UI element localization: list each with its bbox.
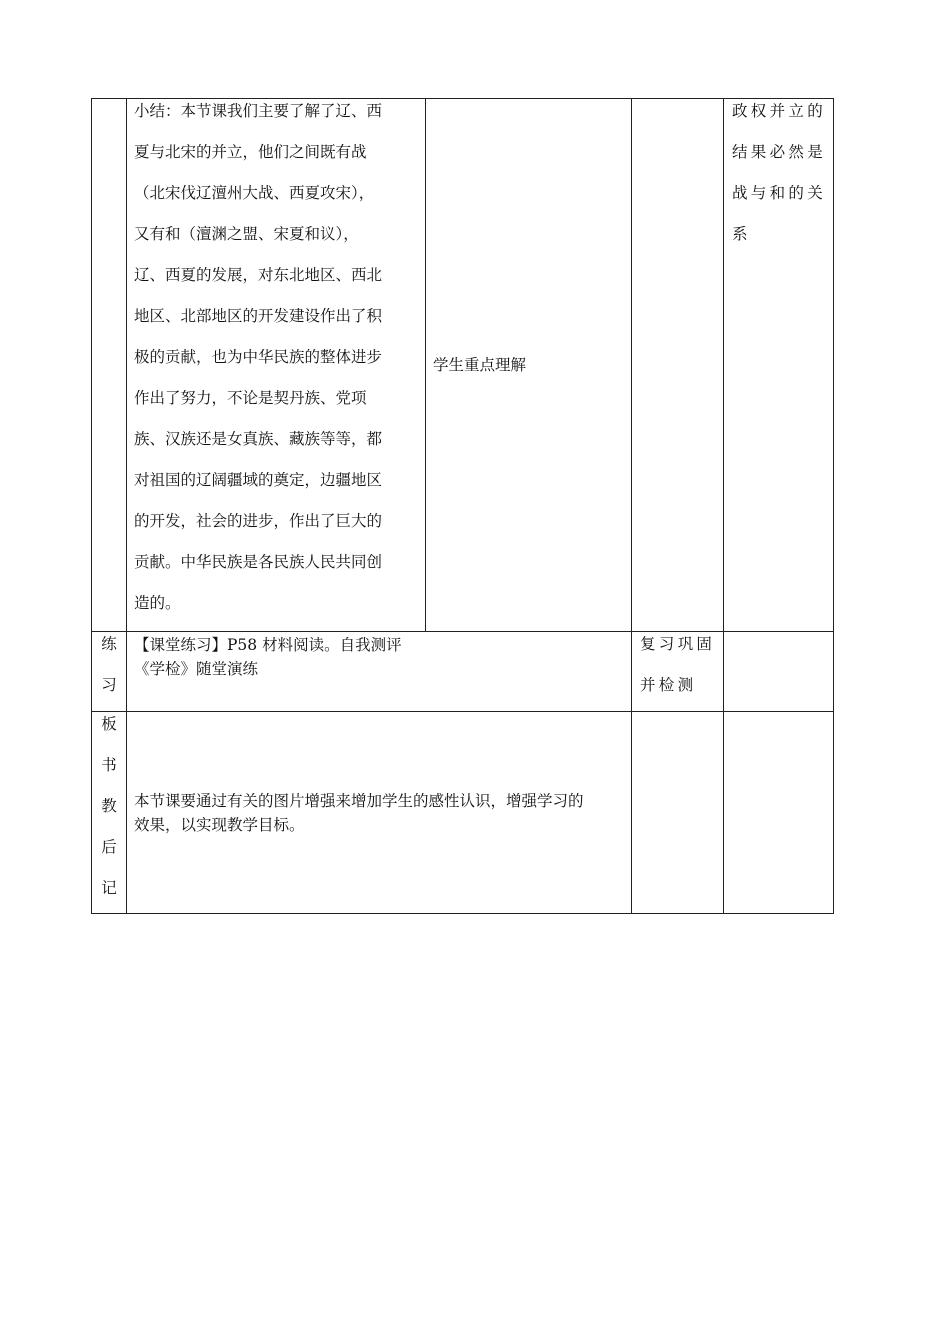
summary-line: （北宋伐辽澶州大战、西夏攻宋）， — [134, 184, 375, 202]
practice-label-cell — [92, 624, 126, 706]
column-divider-intent — [723, 98, 724, 914]
reflection-content-cell — [134, 789, 629, 837]
summary-line: 造的。 — [134, 594, 181, 612]
student-activity-text: 学生重点理解 — [433, 356, 527, 374]
practice-label-char: 习 — [101, 676, 117, 694]
summary-line: 辽、西夏的发展，对东北地区、西北 — [134, 266, 383, 284]
reflection-label-char: 教 — [101, 797, 117, 815]
design-intent-line: 系 — [732, 225, 751, 243]
summary-line: 极的贡献，也为中华民族的整体进步 — [134, 348, 383, 366]
practice-line: 【课堂练习】P58 材料阅读。自我测评 — [134, 636, 402, 654]
summary-line: 作出了努力，不论是契丹族、党项 — [134, 389, 367, 407]
design-intent-cell — [732, 91, 832, 255]
table-border-right — [833, 98, 834, 914]
summary-line: 的开发，社会的进步，作出了巨大的 — [134, 512, 383, 530]
practice-purpose-line: 并检测 — [640, 676, 697, 694]
design-intent-line: 结果必然是 — [732, 143, 827, 161]
summary-line: 族、汉族还是女真族、藏族等等，都 — [134, 430, 383, 448]
summary-content-cell — [134, 91, 422, 624]
practice-label-char: 练 — [101, 635, 117, 653]
reflection-line: 本节课要通过有关的图片增强来增加学生的感性认识，增强学习的 — [134, 792, 584, 810]
practice-line: 《学检》随堂演练 — [134, 660, 259, 678]
summary-line: 又有和（澶渊之盟、宋夏和议）， — [134, 225, 359, 243]
design-intent-line: 战与和的关 — [732, 184, 827, 202]
design-intent-line: 政权并立的 — [732, 102, 827, 120]
practice-purpose-cell — [640, 624, 722, 706]
reflection-label-char: 书 — [101, 756, 117, 774]
reflection-label-char: 板 — [101, 715, 117, 733]
reflection-label-cell — [92, 704, 126, 909]
column-divider-label — [126, 98, 127, 914]
summary-line: 小结：本节课我们主要了解了辽、西 — [134, 102, 383, 120]
summary-line: 对祖国的辽阔疆域的奠定，边疆地区 — [134, 471, 383, 489]
column-divider-content — [425, 98, 426, 632]
practice-purpose-line: 复习巩固 — [640, 635, 716, 653]
practice-content-cell — [134, 633, 624, 681]
reflection-label-char: 后 — [101, 838, 117, 856]
summary-line: 夏与北宋的并立，他们之间既有战 — [134, 143, 367, 161]
reflection-line: 效果，以实现教学目标。 — [134, 816, 305, 834]
reflection-label-char: 记 — [101, 879, 117, 897]
column-divider-activity — [631, 98, 632, 914]
summary-line: 地区、北部地区的开发建设作出了积 — [134, 307, 383, 325]
student-activity-cell — [433, 354, 623, 376]
summary-line: 贡献。中华民族是各民族人民共同创 — [134, 553, 383, 571]
